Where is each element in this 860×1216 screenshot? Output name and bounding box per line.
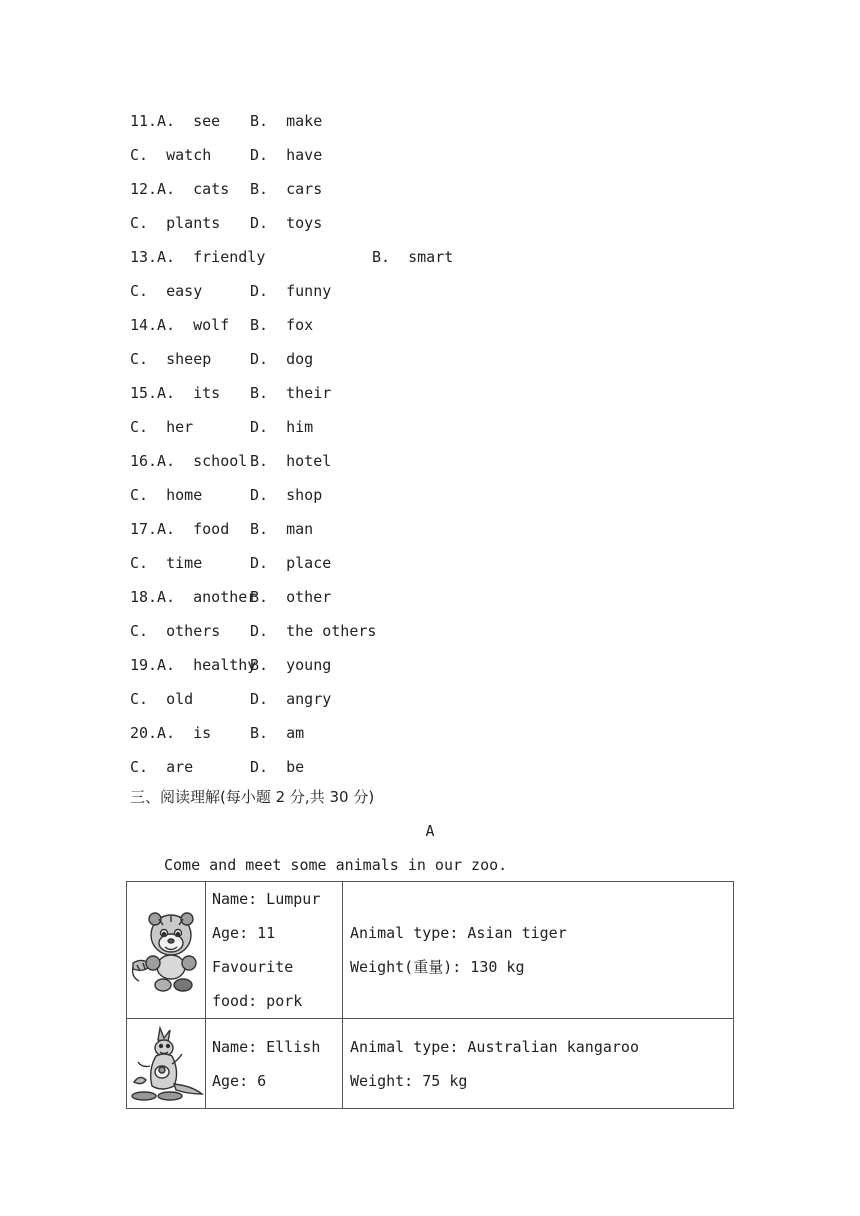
question-14-line-1 [130, 308, 314, 342]
question-11-line-2 [130, 138, 323, 172]
animal-age: Age: 11 [212, 924, 276, 942]
option-d: D. be [250, 758, 305, 776]
option-a: A. food [157, 520, 230, 538]
kangaroo-cartoon-icon [128, 1026, 204, 1102]
option-d: D. dog [250, 350, 314, 368]
option-c: C. time [130, 554, 203, 572]
question-20-line-1 [130, 716, 305, 750]
option-d: D. have [250, 146, 323, 164]
question-number: 12. [130, 180, 158, 198]
animal-type: Animal type: Asian tiger [350, 924, 567, 942]
question-12-line-1 [130, 172, 323, 206]
animal-picture-cell [127, 1019, 206, 1109]
question-17-line-2 [130, 546, 332, 580]
question-14-line-2 [130, 342, 314, 376]
option-b: B. smart [372, 248, 454, 266]
animal-weight: Weight: 75 kg [350, 1071, 468, 1090]
section-title: 三、阅读理解(每小题 2 分,共 30 分) [130, 788, 375, 806]
question-number: 14. [130, 316, 158, 334]
question-16-line-2 [130, 478, 323, 512]
option-c: C. others [130, 622, 221, 640]
option-b: B. am [250, 724, 305, 742]
option-b: B. man [250, 520, 314, 538]
option-d: D. funny [250, 282, 332, 300]
question-18-line-2 [130, 614, 377, 648]
question-20-line-2 [130, 750, 305, 784]
animal-info-cell [206, 1019, 343, 1109]
question-15-line-1 [130, 376, 332, 410]
option-d: D. shop [250, 486, 323, 504]
animal-type: Animal type: Australian kangaroo [350, 1037, 639, 1056]
animal-weight: Weight(重量): 130 kg [350, 958, 525, 976]
option-d: D. toys [250, 214, 323, 232]
passage-intro: Come and meet some animals in our zoo. [164, 856, 508, 874]
table-row [127, 1019, 734, 1109]
animal-table [126, 881, 734, 1109]
question-number: 16. [130, 452, 158, 470]
option-c: C. old [130, 690, 194, 708]
question-18-line-1 [130, 580, 332, 614]
question-number: 18. [130, 588, 158, 606]
tiger-cartoon-icon [129, 905, 203, 995]
animal-desc-cell [343, 882, 734, 1019]
option-d: D. the others [250, 622, 377, 640]
question-number: 17. [130, 520, 158, 538]
animal-desc-cell [343, 1019, 734, 1109]
option-a: A. its [157, 384, 221, 402]
option-b: B. hotel [250, 452, 332, 470]
question-15-line-2 [130, 410, 314, 444]
animal-name: Name: Ellish [212, 1037, 321, 1056]
question-16-line-1 [130, 444, 332, 478]
option-b: B. cars [250, 180, 323, 198]
option-c: C. sheep [130, 350, 212, 368]
animal-picture-cell [127, 882, 206, 1019]
question-12-line-2 [130, 206, 323, 240]
option-d: D. place [250, 554, 332, 572]
question-number: 19. [130, 656, 158, 674]
question-13-line-1 [130, 240, 454, 274]
question-19-line-1 [130, 648, 332, 682]
option-c: C. home [130, 486, 203, 504]
option-c: C. her [130, 418, 194, 436]
animal-name: Name: Lumpur [212, 890, 321, 908]
option-b: B. make [250, 112, 323, 130]
question-number: 11. [130, 112, 158, 130]
option-b: B. young [250, 656, 332, 674]
option-d: D. angry [250, 690, 332, 708]
option-a: A. another [157, 588, 257, 606]
animal-info-cell [206, 882, 343, 1019]
option-a: A. friendly [157, 248, 266, 266]
question-19-line-2 [130, 682, 332, 716]
option-a: A. healthy [157, 656, 257, 674]
option-c: C. are [130, 758, 194, 776]
option-a: A. is [157, 724, 212, 742]
option-c: C. watch [130, 146, 212, 164]
passage-letter: A [425, 822, 435, 840]
option-b: B. other [250, 588, 332, 606]
option-a: A. cats [157, 180, 230, 198]
option-a: A. see [157, 112, 221, 130]
question-13-line-2 [130, 274, 332, 308]
option-d: D. him [250, 418, 314, 436]
option-c: C. easy [130, 282, 203, 300]
option-c: C. plants [130, 214, 221, 232]
animal-favourite-food-value: food: pork [212, 992, 303, 1010]
question-17-line-1 [130, 512, 314, 546]
question-number: 13. [130, 248, 158, 266]
table-row [127, 882, 734, 1019]
question-number: 20. [130, 724, 158, 742]
option-b: B. fox [250, 316, 314, 334]
question-11-line-1 [130, 104, 323, 138]
option-a: A. wolf [157, 316, 230, 334]
option-b: B. their [250, 384, 332, 402]
animal-age: Age: 6 [212, 1071, 267, 1090]
question-number: 15. [130, 384, 158, 402]
animal-favourite-food-label: Favourite [212, 958, 294, 976]
option-a: A. school [157, 452, 248, 470]
